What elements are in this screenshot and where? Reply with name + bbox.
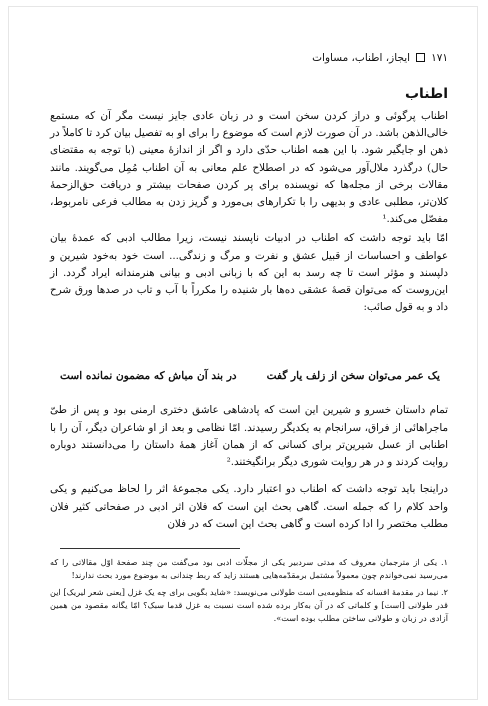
- after-verse-body: [50, 392, 448, 543]
- paragraph-4: دراینجا باید توجه داشت که اطناب دو اعتبار دارد. یکی مجموعهٔ اثر را لحاظ می‌کنیم و یکی واحد کلام را که جمله است. گاهی بحث این است که فلان اثر ادبی در صفحاتی کثیر فلان مطلب مختصر را ادا کرده است و گاهی بحث این است که در فلان: [50, 483, 448, 530]
- footnote-2: ۲. نیما در مقدمهٔ افسانه که منظومه‌یی است طولانی می‌نویسد: «شاید بگویی برای چه یک غزل [یعنی شعر لیریک] این قدر طولانی [است] و کلماتی که در آن به‌کار برده شده است نسبت به غزل قدما سبک؟ امّا یگانه مقصود من همین آزادی در زبان و طولانی ساختن مطلب بوده است».: [50, 587, 448, 623]
- running-header: [70, 52, 448, 64]
- footnote-divider: [60, 548, 240, 549]
- verse-couplet: [60, 370, 440, 382]
- square-separator-icon: [416, 53, 425, 62]
- page-number: ۱۷۱: [431, 52, 448, 64]
- verse-hemistich-1: یک عمر می‌توان سخن از زلف یار گفت: [266, 370, 440, 382]
- running-title: ایجاز، اطناب، مساوات: [312, 52, 411, 64]
- paragraph-1: اطناب پرگوئی و دراز کردن سخن است و در زبان عادی جایز نیست مگر آن که مستمع خالی‌الذهن باشد. در آن صورت لازم است که موضوع را برای او به تفصیل بیان کرد تا کاملاً در ذهن او جایگیر شود. با این همه اطناب حدّی دارد و اگر از اندازهٔ معینی (با توجه به مقتضای حال) درگذرد ملال‌آور می‌شود که در اصطلاح علم معانی به آن اطناب مُمِل می‌گویند. مانند مقالات برخی از مجله‌ها که نویسنده برای پر کردن صفحات بیشتر و دریافت حق‌الزحمهٔ کلان‌تر، مطلبی عادی و بدیهی را با تکرارهای بی‌مورد و گریز زدن به مطالب فرعی نامربوط، مفصّل می‌کند.¹: [50, 110, 448, 226]
- section-title: اطناب: [404, 86, 448, 102]
- main-body: [50, 108, 448, 318]
- verse-hemistich-2: در بند آن مباش که مضمون نمانده است: [60, 370, 237, 382]
- paragraph-2: امّا باید توجه داشت که اطناب در ادبیات ناپسند نیست، زیرا مطالب ادبی که عمدهٔ بیان عواطف و احساسات از قبیل عشق و نفرت و مرگ و زندگی... است خود به‌خود شیرین و دلپسند و مؤثر است تا چه رسد به این که با زبانی ادبی و بیانی هنرمندانه ایراد گردد. از این‌روست که می‌توان قصهٔ عشقی ده‌ها بار شنیده را مکرراً با آب و تاب در صدها ورق شرح داد و به قول صائب:: [50, 232, 448, 314]
- paragraph-3: تمام داستان خسرو و شیرین این است که پادشاهی عاشق دختری ارمنی بود و پس از طیّ ماجراهائی از فراق، سرانجام به یکدیگر رسیدند. امّا نظامی و بعد از او شاعران دیگر، آن را با اطنابی از عسل شیرین‌تر برای کسانی که از همان آغاز همهٔ داستان را می‌دانستند دوباره روایت کردند و در هر روایت شوری دیگر برانگیختند.²: [50, 404, 448, 468]
- footnotes: [50, 556, 448, 629]
- footnote-1: ۱. یکی از مترجمان معروف که مدتی سردبیر یکی از مجلّات ادبی بود می‌گفت من چند صفحهٔ اوّل مقالاتی را که می‌رسید نمی‌خواندم چون معمولاً مشتمل برمقدّمه‌هایی هستند زاید که ربط چندانی به موضوع مورد بحث ندارند!: [50, 557, 448, 580]
